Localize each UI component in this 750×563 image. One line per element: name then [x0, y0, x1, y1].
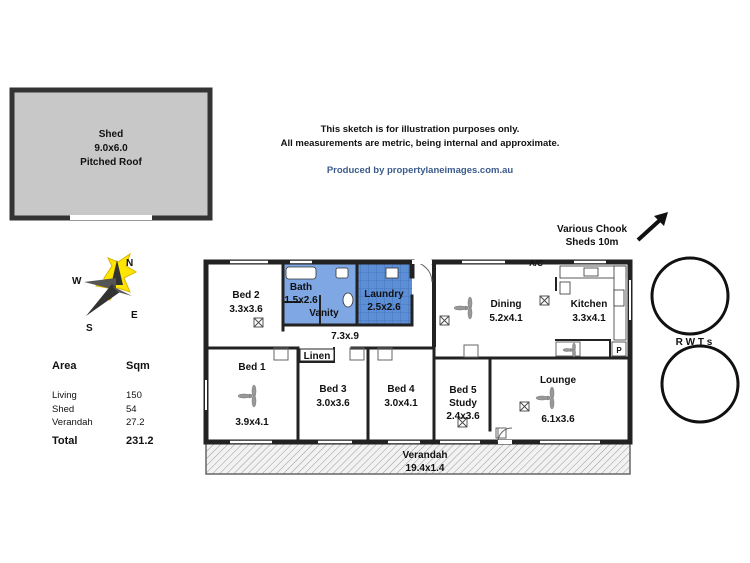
- verandah-size: 19.4x1.4: [405, 463, 445, 474]
- area-total-value: 231.2: [126, 434, 154, 447]
- bed3-size: 3.0x3.6: [316, 398, 350, 409]
- chook-line2: Sheds 10m: [565, 237, 619, 248]
- ac-label: A/C: [529, 259, 543, 268]
- area-total-label: Total: [52, 434, 78, 447]
- dining-size: 5.2x4.1: [489, 313, 523, 324]
- bed3-name: Bed 3: [319, 384, 347, 395]
- bed5-size: 2.4x3.6: [446, 411, 480, 422]
- verandah: [206, 442, 630, 474]
- bed1-name: Bed 1: [238, 362, 266, 373]
- laundry-size: 2.5x2.6: [367, 302, 401, 313]
- disclaimer-line1: This sketch is for illustration purposes only.: [320, 124, 520, 135]
- shed-roof: Pitched Roof: [80, 157, 142, 168]
- bed5-study: Study: [449, 398, 477, 409]
- credit-text: Produced by propertylaneimages.com.au: [326, 165, 514, 176]
- laundry-name: Laundry: [364, 289, 404, 300]
- area-row-label: Shed: [52, 403, 75, 415]
- compass-s: S: [86, 323, 93, 334]
- area-total: [52, 435, 162, 449]
- vanity-name: Vanity: [309, 308, 339, 319]
- area-row-value: 150: [126, 390, 142, 401]
- rwt-label: R W T s: [675, 337, 713, 348]
- shed-size: 9.0x6.0: [94, 143, 128, 154]
- bed2-size: 3.3x3.6: [229, 304, 263, 315]
- bed4-size: 3.0x4.1: [384, 398, 418, 409]
- bed2-name: Bed 2: [232, 290, 260, 301]
- area-row-label: Living: [52, 390, 77, 401]
- area-row: [52, 390, 162, 404]
- chook-arrow: [638, 212, 668, 240]
- linen-name: Linen: [303, 351, 331, 362]
- bath-name: Bath: [289, 282, 313, 293]
- bed4-name: Bed 4: [387, 384, 415, 395]
- disclaimer-line2: All measurements are metric, being internal and approximate.: [280, 138, 560, 149]
- area-row: [52, 417, 162, 431]
- area-row-value: 27.2: [126, 417, 145, 428]
- hall-size: 7.3x.9: [331, 331, 359, 342]
- compass-rose: [72, 254, 138, 334]
- dining-name: Dining: [490, 299, 522, 310]
- compass-n: N: [126, 258, 134, 269]
- bed5-name: Bed 5: [449, 385, 477, 396]
- bed1-size: 3.9x4.1: [235, 417, 269, 428]
- bath-size: 1.5x2.6: [284, 295, 318, 306]
- area-row: [52, 404, 162, 418]
- area-col-sqm: Sqm: [126, 360, 150, 372]
- area-row-value: 54: [126, 403, 137, 415]
- lounge-name: Lounge: [539, 375, 577, 386]
- chook-line1: Various Chook: [556, 224, 628, 235]
- area-col-label: Area: [52, 360, 77, 372]
- pantry-label: P: [616, 346, 622, 355]
- compass-w: W: [72, 276, 82, 287]
- kitchen-name: Kitchen: [570, 299, 608, 310]
- shed: [12, 90, 210, 220]
- area-header: [52, 360, 162, 390]
- area-row-label: Verandah: [52, 417, 93, 428]
- verandah-name: Verandah: [402, 450, 448, 461]
- area-table: [52, 360, 162, 448]
- lounge-size: 6.1x3.6: [541, 414, 575, 425]
- kitchen-size: 3.3x4.1: [572, 313, 606, 324]
- shed-name: Shed: [98, 129, 124, 140]
- compass-e: E: [131, 310, 138, 321]
